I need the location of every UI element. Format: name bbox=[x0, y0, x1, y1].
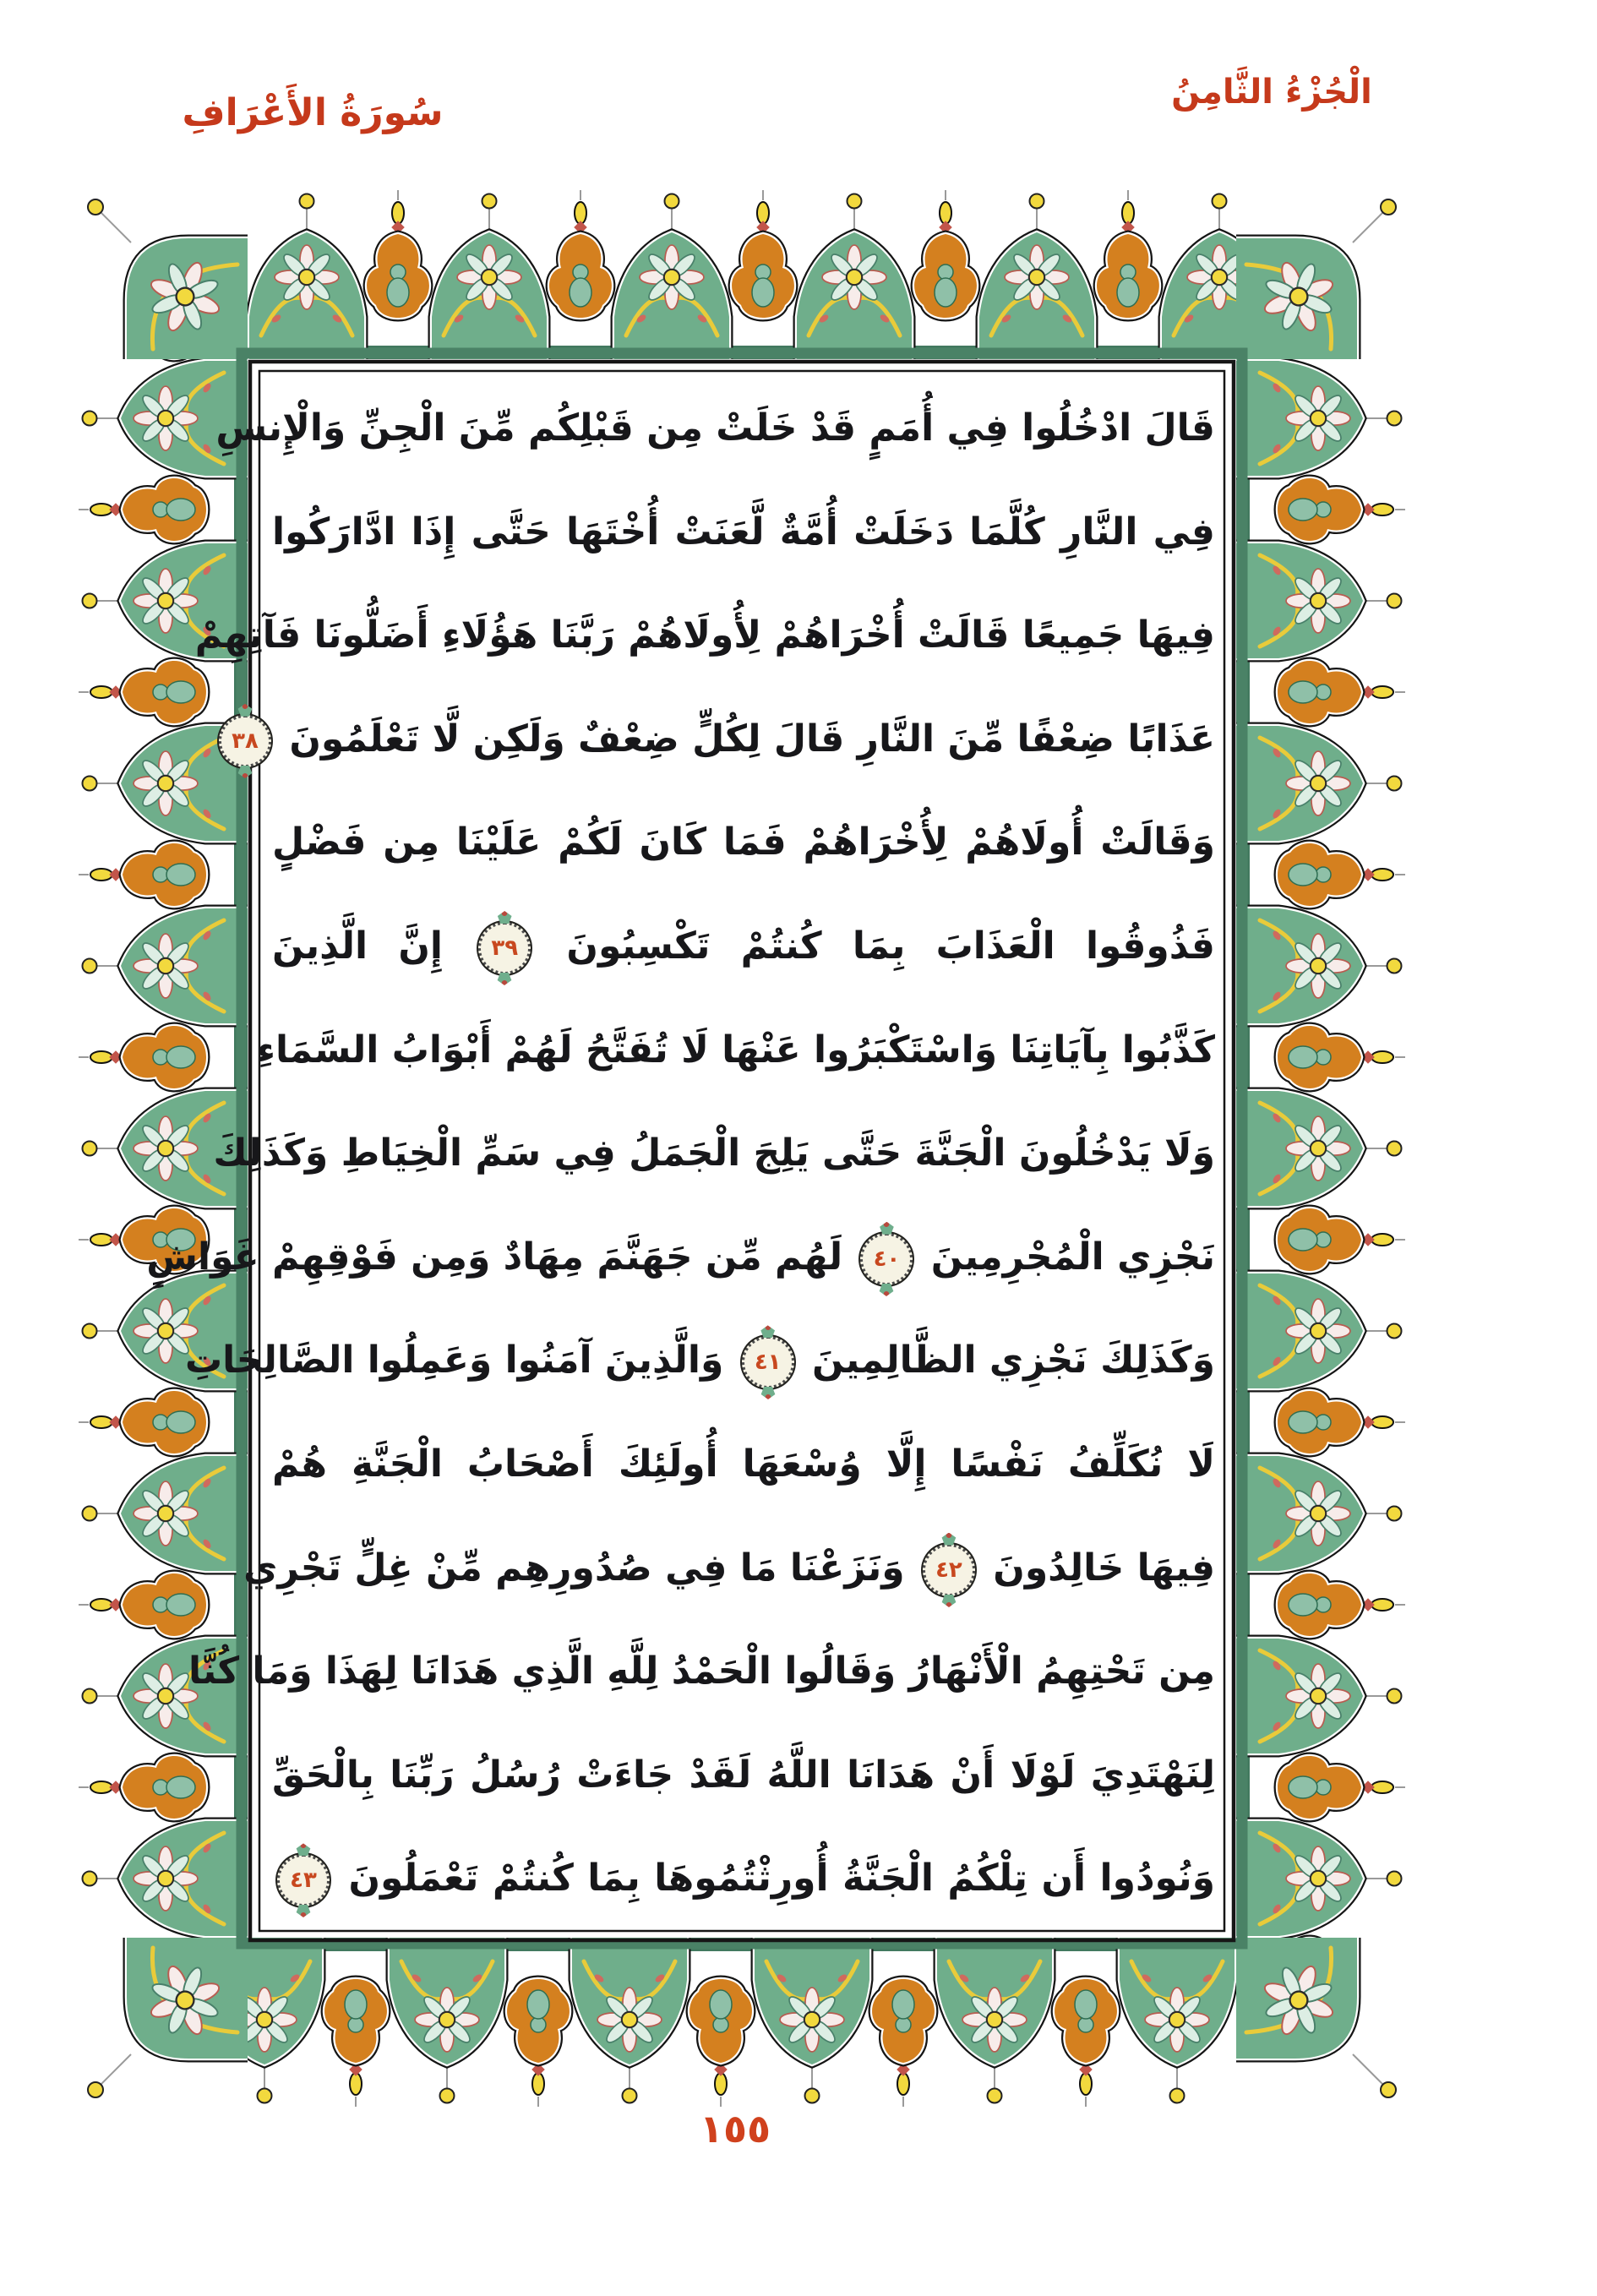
verse-number: ٣٩ bbox=[491, 935, 519, 961]
ayah-text: عَذَابًا ضِعْفًا مِّنَ النَّارِ قَالَ لِكُلٍّ ضِعْفٌ وَلَكِن لَّا تَعْلَمُونَ bbox=[289, 717, 1215, 761]
ayah-text: مِن تَحْتِهِمُ الْأَنْهَارُ وَقَالُوا الْحَمْدُ لِلَّهِ الَّذِي هَدَانَا لِهَذَا وَمَا كُنَّا bbox=[188, 1650, 1215, 1693]
quran-line bbox=[272, 1413, 1215, 1517]
verse-number: ٤٢ bbox=[935, 1557, 962, 1583]
verse-number: ٤٣ bbox=[290, 1868, 317, 1894]
ayah-text: وَنَزَعْنَا مَا فِي صُدُورِهِم مِّنْ غِلٍّ تَجْرِي bbox=[243, 1546, 905, 1590]
quran-line bbox=[188, 1620, 1215, 1724]
juz-title: الْجُزْءُ الثَّامِنُ bbox=[1171, 73, 1372, 112]
ayah-text: إِنَّ الَّذِينَ bbox=[272, 924, 443, 968]
verse-number: ٤١ bbox=[754, 1350, 782, 1376]
ayah-text: نَجْزِي الْمُجْرِمِينَ bbox=[930, 1235, 1215, 1279]
quran-line bbox=[243, 1517, 1215, 1621]
quran-line bbox=[194, 584, 1215, 688]
ayah-text: وَنُودُوا أَن تِلْكُمُ الْجَنَّةُ أُورِثْتُمُوهَا بِمَا كُنتُمْ تَعْمَلُونَ bbox=[348, 1857, 1215, 1901]
verse-marker bbox=[742, 1336, 794, 1388]
verse-marker bbox=[219, 715, 271, 767]
ayah-text: لَهُم مِّن جَهَنَّمَ مِهَادٌ وَمِن فَوْقِهِمْ غَوَاشٍ bbox=[146, 1235, 843, 1279]
quran-line bbox=[272, 895, 1215, 999]
ayah-text: فَذُوقُوا الْعَذَابَ بِمَا كُنتُمْ تَكْسِبُونَ bbox=[566, 924, 1215, 968]
quran-line bbox=[272, 791, 1215, 895]
mushaf-lines bbox=[146, 377, 1215, 1932]
ayah-text: قَالَ ادْخُلُوا فِي أُمَمٍ قَدْ خَلَتْ مِن قَبْلِكُم مِّنَ الْجِنِّ وَالْإِنسِ bbox=[215, 406, 1215, 450]
quran-line bbox=[232, 688, 1215, 792]
verse-number: ٣٨ bbox=[232, 728, 259, 754]
quran-line bbox=[215, 377, 1215, 481]
ayah-text: وَالَّذِينَ آمَنُوا وَعَمِلُوا الصَّالِحَاتِ bbox=[184, 1339, 724, 1383]
quran-line bbox=[213, 1102, 1215, 1206]
ayah-text: وَقَالَتْ أُولَاهُمْ لِأُخْرَاهُمْ فَمَا كَانَ لَكُمْ عَلَيْنَا مِن فَضْلٍ bbox=[272, 821, 1215, 864]
verse-marker bbox=[277, 1854, 330, 1906]
verse-number: ٤٠ bbox=[873, 1246, 901, 1272]
page-number: ١٥٥ bbox=[699, 2106, 771, 2151]
ayah-text: لَا نُكَلِّفُ نَفْسًا إِلَّا وُسْعَهَا أُولَئِكَ أَصْحَابُ الْجَنَّةِ هُمْ bbox=[272, 1442, 1215, 1486]
quran-line bbox=[272, 1724, 1215, 1828]
ayah-text: فِيهَا خَالِدُونَ bbox=[993, 1546, 1215, 1590]
ayah-text: لِنَهْتَدِيَ لَوْلَا أَنْ هَدَانَا اللَّهُ لَقَدْ جَاءَتْ رُسُلُ رَبِّنَا بِالْحَقِّ bbox=[272, 1753, 1215, 1797]
verse-marker bbox=[923, 1544, 975, 1596]
quran-line bbox=[272, 481, 1215, 585]
quran-line bbox=[272, 1827, 1215, 1931]
ayah-text: وَلَا يَدْخُلُونَ الْجَنَّةَ حَتَّى يَلِجَ الْجَمَلُ فِي سَمِّ الْخِيَاطِ وَكَذَلِكَ bbox=[213, 1132, 1215, 1175]
ayah-text: فِيهَا جَمِيعًا قَالَتْ أُخْرَاهُمْ لِأُولَاهُمْ رَبَّنَا هَؤُلَاءِ أَضَلُّونَا فَآتِهِمْ bbox=[194, 614, 1215, 657]
ayah-text: كَذَّبُوا بِآيَاتِنَا وَاسْتَكْبَرُوا عَنْهَا لَا تُفَتَّحُ لَهُمْ أَبْوَابُ السَّمَاءِ bbox=[256, 1028, 1215, 1072]
surah-title: سُورَةُ الأَعْرَافِ bbox=[182, 91, 444, 134]
verse-marker bbox=[860, 1233, 913, 1285]
quran-line bbox=[146, 1206, 1215, 1310]
quran-line bbox=[184, 1309, 1215, 1413]
ayah-text: وَكَذَلِكَ نَجْزِي الظَّالِمِينَ bbox=[812, 1339, 1215, 1383]
quran-line bbox=[256, 999, 1215, 1103]
verse-marker bbox=[478, 922, 531, 974]
ayah-text: فِي النَّارِ كُلَّمَا دَخَلَتْ أُمَّةٌ لَّعَنَتْ أُخْتَهَا حَتَّى إِذَا ادَّارَكُوا bbox=[272, 510, 1215, 554]
